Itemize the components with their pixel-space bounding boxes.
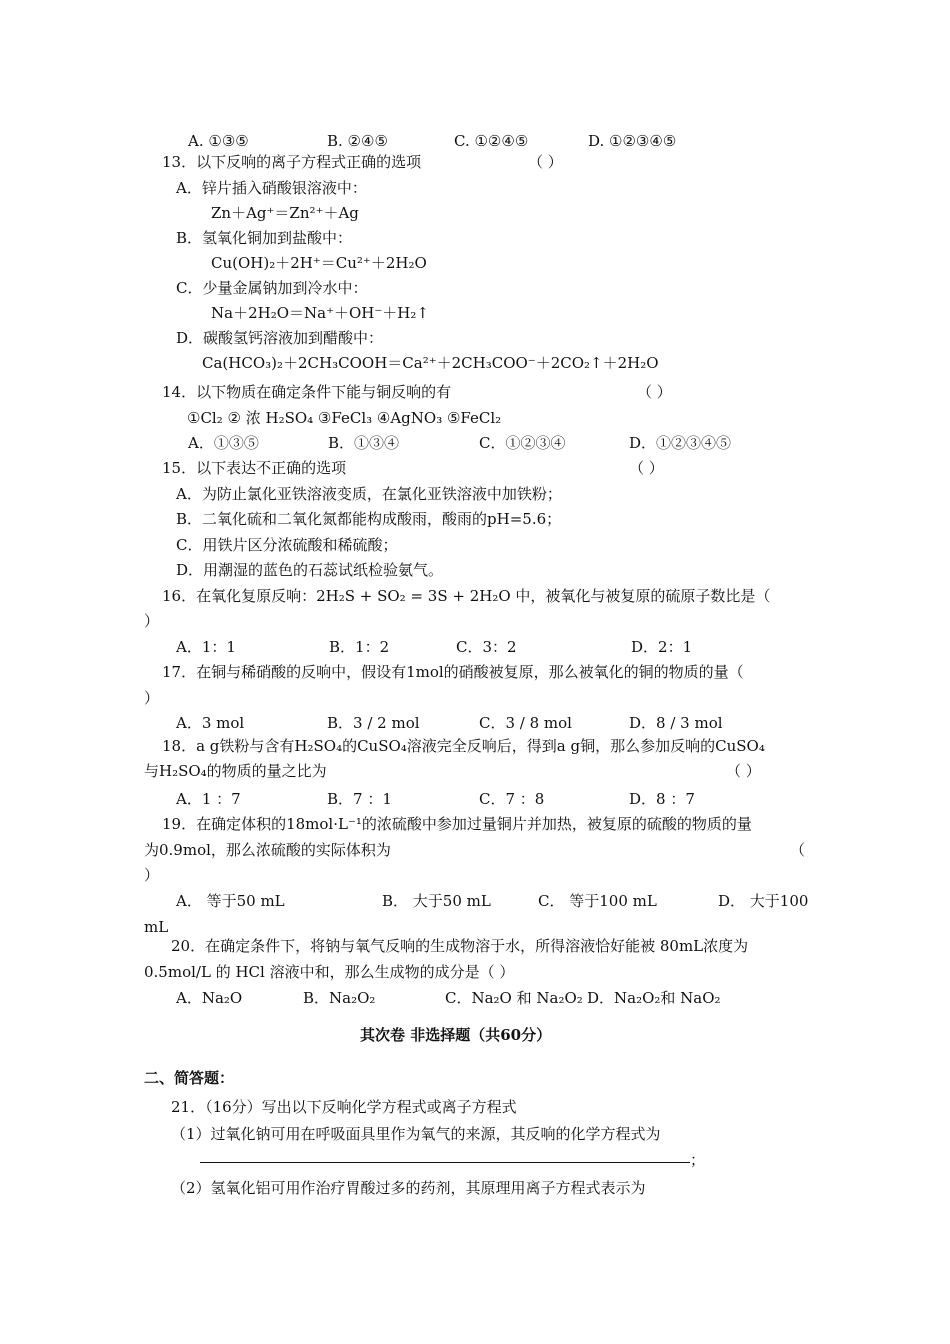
q13-option-b-label: B．氢氧化铜加到盐酸中：	[176, 229, 353, 247]
q19-stem: 19．在确定体积的18mol·L⁻¹的浓硫酸中参加过量铜片并加热，被复原的硫酸的物质的量	[162, 815, 752, 833]
q14-answer-bracket: （ ）	[637, 383, 672, 401]
q20-option-a: A．Na₂O	[176, 989, 243, 1007]
q18-stem: 18．a g铁粉与含有H₂SO₄的CuSO₄溶液完全反响后，得到a g铜，那么参加反响的CuSO₄	[162, 737, 765, 755]
q13-option-c-equation: Na＋2H₂O＝Na⁺＋OH⁻＋H₂↑	[211, 304, 429, 322]
q17-option-a: A．3 mol	[176, 714, 245, 732]
q15-stem: 15．以下表达不正确的选项	[162, 459, 347, 477]
q17-stem: 17．在铜与稀硝酸的反响中，假设有1mol的硝酸被复原，那么被氧化的铜的物质的量（	[162, 663, 744, 681]
q14-items: ①Cl₂ ② 浓 H₂SO₄ ③FeCl₃ ④AgNO₃ ⑤FeCl₂	[187, 409, 502, 427]
q16-option-c: C．3：2	[456, 638, 517, 656]
q16-stem: 16．在氧化复原反响：2H₂S + SO₂ = 3S + 2H₂O 中，被氧化与被复原的硫原子数比是（	[162, 587, 771, 605]
q13-option-a-label: A．锌片插入硝酸银溶液中：	[176, 179, 367, 197]
q14-option-b: B．①③④	[328, 434, 400, 452]
q19-option-c: C． 等于100 mL	[538, 892, 657, 910]
q16-option-d: D．2：1	[631, 638, 693, 656]
q18-option-d: D．8 ：7	[629, 790, 695, 808]
q13-option-a-equation: Zn＋Ag⁺＝Zn²⁺＋Ag	[211, 204, 359, 222]
q16-option-a: A．1：1	[176, 638, 236, 656]
q21-part-2: （2）氢氧化铝可用作治疗胃酸过多的药剂，其原理用离子方程式表示为	[171, 1179, 646, 1197]
q15-option-a: A．为防止氯化亚铁溶液变质，在氯化亚铁溶液中加铁粉；	[176, 485, 562, 503]
q19-option-d: D． 大于100	[718, 892, 809, 910]
q15-option-c: C．用铁片区分浓硫酸和稀硫酸；	[176, 536, 398, 554]
q17-stem-close: ）	[144, 689, 160, 707]
q18-stem-continued: 与H₂SO₄的物质的量之比为	[144, 762, 327, 780]
q17-option-d: D．8 / 3 mol	[629, 714, 723, 732]
part-two-title: 其次卷 非选择题（共60分）	[360, 1026, 552, 1044]
q20-option-c: C．Na₂O 和 Na₂O₂	[445, 989, 583, 1007]
q13-option-d-label: D．碳酸氢钙溶液加到醋酸中：	[176, 329, 384, 347]
q18-option-b: B．7 ：1	[327, 790, 392, 808]
q16-option-b: B．1：2	[329, 638, 390, 656]
q21-stem: 21．（16分）写出以下反响化学方程式或离子方程式	[171, 1098, 517, 1116]
q15-option-b: B．二氧化硫和二氧化氮都能构成酸雨，酸雨的pH=5.6；	[176, 510, 562, 528]
q16-stem-close: ）	[144, 612, 160, 630]
q18-option-c: C．7 ：8	[479, 790, 545, 808]
q21-part-1-end: ；	[690, 1151, 706, 1169]
q13-option-d-equation: Ca(HCO₃)₂＋2CH₃COOH＝Ca²⁺＋2CH₃COO⁻＋2CO₂↑＋2H₂O	[202, 354, 659, 372]
q12-option-b: B. ②④⑤	[327, 132, 388, 150]
q20-stem-continued: 0.5mol/L 的 HCl 溶液中和，那么生成物的成分是（ ）	[144, 963, 515, 981]
q15-answer-bracket: （ ）	[629, 459, 664, 477]
q19-option-d-wrap: mL	[144, 918, 169, 936]
q20-option-b: B．Na₂O₂	[303, 989, 376, 1007]
q14-option-c: C．①②③④	[479, 434, 566, 452]
q17-option-c: C．3 / 8 mol	[479, 714, 572, 732]
q17-option-b: B．3 / 2 mol	[327, 714, 420, 732]
q19-stem-continued: 为0.9mol，那么浓硫酸的实际体积为	[144, 841, 391, 859]
q12-option-d: D. ①②③④⑤	[588, 132, 677, 150]
q14-stem: 14．以下物质在确定条件下能与铜反响的有	[162, 383, 452, 401]
q19-option-a: A． 等于50 mL	[176, 892, 285, 910]
q12-option-a: A. ①③⑤	[188, 132, 249, 150]
q19-option-b: B． 大于50 mL	[382, 892, 491, 910]
section-heading: 二、简答题：	[144, 1069, 235, 1087]
q13-option-c-label: C．少量金属钠加到冷水中：	[176, 279, 368, 297]
q18-answer-bracket: （ ）	[726, 762, 761, 780]
q13-option-b-equation: Cu(OH)₂＋2H⁺＝Cu²⁺＋2H₂O	[211, 254, 427, 272]
q19-bracket-close: ）	[144, 866, 160, 884]
q15-option-d: D．用潮湿的蓝色的石蕊试纸检验氨气。	[176, 561, 444, 579]
q13-stem: 13．以下反响的离子方程式正确的选项	[162, 153, 422, 171]
q12-option-c: C. ①②④⑤	[454, 132, 529, 150]
q13-answer-bracket: （ ）	[528, 153, 563, 171]
q14-option-d: D．①②③④⑤	[629, 434, 732, 452]
q20-stem: 20．在确定条件下，将钠与氧气反响的生成物溶于水，所得溶液恰好能被 80mL浓度为	[171, 937, 749, 955]
q21-part-1-answer-line[interactable]	[200, 1162, 690, 1163]
q20-option-d: D．Na₂O₂和 NaO₂	[587, 989, 721, 1007]
q18-option-a: A．1 ：7	[176, 790, 241, 808]
q14-option-a: A．①③⑤	[188, 434, 259, 452]
q19-bracket-open: （	[790, 841, 806, 859]
q21-part-1: （1）过氧化钠可用在呼吸面具里作为氧气的来源，其反响的化学方程式为	[171, 1125, 661, 1143]
